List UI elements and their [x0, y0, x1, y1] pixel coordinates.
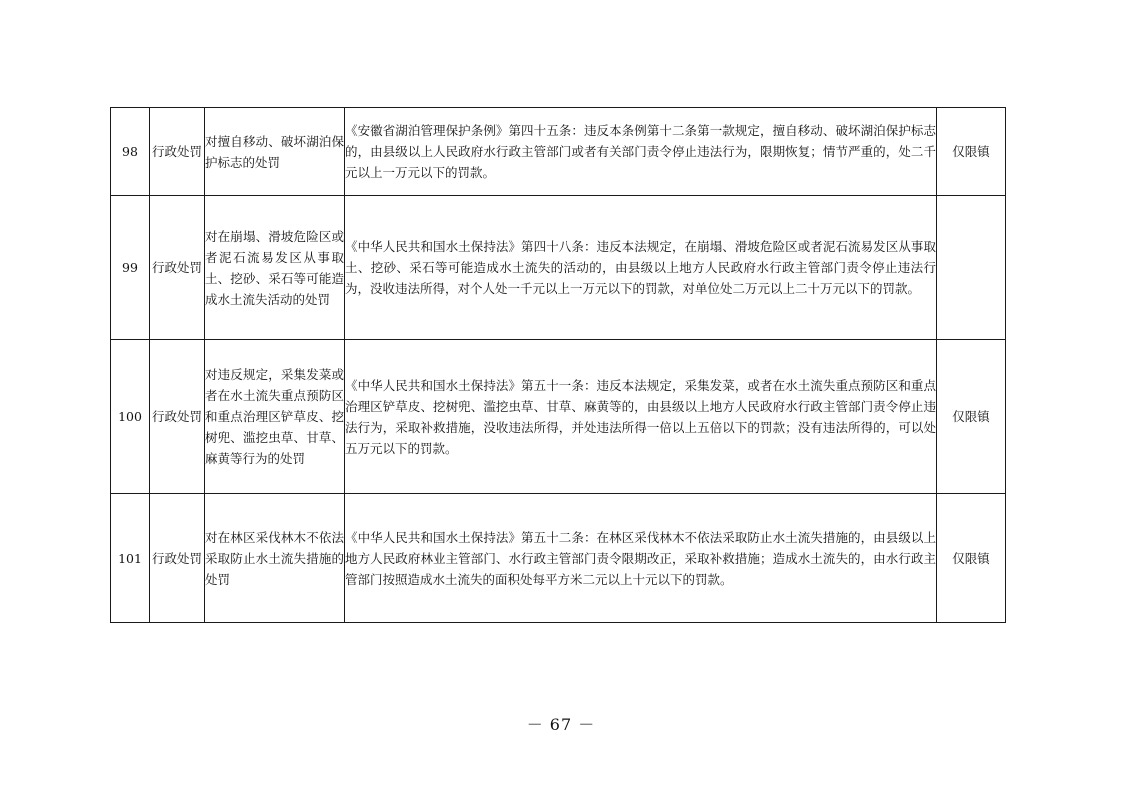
- penalty-item: 对在崩塌、滑坡危险区或者泥石流易发区从事取土、挖砂、采石等可能造成水土流失活动的处罚: [205, 196, 345, 340]
- row-number: 101: [111, 494, 150, 623]
- row-number: 100: [111, 340, 150, 494]
- row-number: 98: [111, 108, 150, 196]
- page-number: － 67 －: [526, 715, 596, 734]
- legal-basis: 《中华人民共和国水土保持法》第五十一条：违反本法规定，采集发菜，或者在水土流失重点预防区和重点治理区铲草皮、挖树兜、滥挖虫草、甘草、麻黄等的，由县级以上地方人民政府水行政主管部门责令停止违法行为，采取补救措施，没收违法所得，并处违法所得一倍以上五倍以下的罚款；没有违法所得的，可以处五万元以下的罚款。: [345, 340, 937, 494]
- legal-basis: 《中华人民共和国水土保持法》第四十八条：违反本法规定，在崩塌、滑坡危险区或者泥石流易发区从事取土、挖砂、采石等可能造成水土流失的活动的，由县级以上地方人民政府水行政主管部门责令停止违法行为，没收违法所得，对个人处一千元以上一万元以下的罚款，对单位处二万元以上二十万元以下的罚款。: [345, 196, 937, 340]
- row-number: 99: [111, 196, 150, 340]
- penalty-type: 行政处罚: [150, 494, 205, 623]
- remark: 仅限镇: [937, 494, 1006, 623]
- table-row: [111, 494, 1006, 623]
- penalty-type: 行政处罚: [150, 196, 205, 340]
- table-row: [111, 196, 1006, 340]
- table-row: [111, 340, 1006, 494]
- remark: 仅限镇: [937, 340, 1006, 494]
- penalty-item: 对在林区采伐林木不依法采取防止水土流失措施的处罚: [205, 494, 345, 623]
- legal-basis: 《安徽省湖泊管理保护条例》第四十五条：违反本条例第十二条第一款规定，擅自移动、破坏湖泊保护标志的，由县级以上人民政府水行政主管部门或者有关部门责令停止违法行为，限期恢复；情节严重的，处二千元以上一万元以下的罚款。: [345, 108, 937, 196]
- penalty-type: 行政处罚: [150, 108, 205, 196]
- remark: 仅限镇: [937, 108, 1006, 196]
- legal-basis: 《中华人民共和国水土保持法》第五十二条：在林区采伐林木不依法采取防止水土流失措施的，由县级以上地方人民政府林业主管部门、水行政主管部门责令限期改正，采取补救措施；造成水土流失的，由水行政主管部门按照造成水土流失的面积处每平方米二元以上十元以下的罚款。: [345, 494, 937, 623]
- penalty-item: 对擅自移动、破坏湖泊保护标志的处罚: [205, 108, 345, 196]
- table-row: [111, 108, 1006, 196]
- remark: [937, 196, 1006, 340]
- penalty-table: [110, 107, 1006, 623]
- penalty-item: 对违反规定，采集发菜或者在水土流失重点预防区和重点治理区铲草皮、挖树兜、滥挖虫草、甘草、麻黄等行为的处罚: [205, 340, 345, 494]
- penalty-type: 行政处罚: [150, 340, 205, 494]
